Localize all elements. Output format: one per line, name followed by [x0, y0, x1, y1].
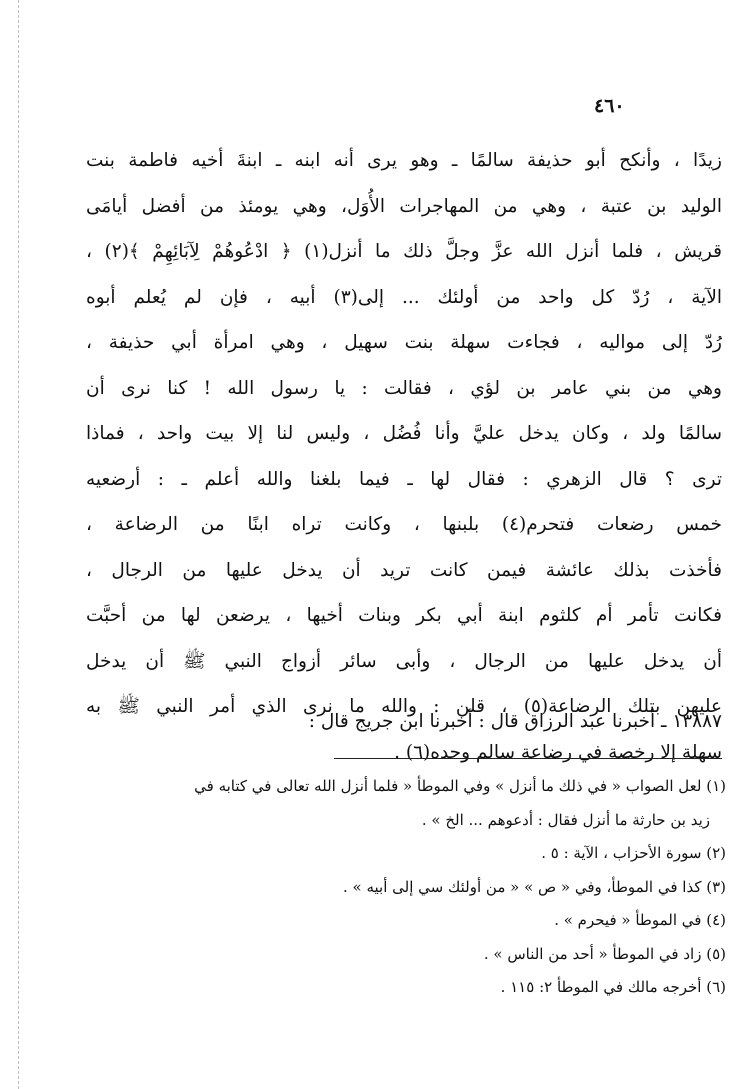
page-margin-rule: [18, 0, 19, 1089]
text-line: سالمًا ولد ، وكان يدخل عليَّ وأنا فُضُل ، وليس لنا إلا بيت واحد ، فماذا: [86, 423, 722, 444]
text-line: وهي من بني عامر بن لؤي ، فقالت : يا رسول الله ! كنا نرى أن: [86, 377, 722, 399]
text-line: عليهن بتلك الرضاعة(٥) ، قلن : والله ما نرى الذي أمر النبي ﷺ به: [86, 696, 722, 717]
footnotes: [86, 770, 726, 1005]
main-text: [86, 138, 722, 775]
text-line: سهلة إلا رخصة في رضاعة سالم وحده(٦) .: [394, 741, 722, 763]
footnote: (٤) في الموطأ « فيحرم » .: [554, 911, 726, 929]
text-line: أن يدخل عليها من الرجال ، وأبى سائر أزواج النبي ﷺ أن يدخل: [86, 650, 722, 672]
page-number: ٤٦٠: [594, 95, 625, 117]
footnote-continuation: زيد بن حارثة ما أنزل فقال : أدعوهم ... الخ » .: [421, 810, 710, 829]
text-line: فكانت تأمر أم كلثوم ابنة أبي بكر وبنات أخيها ، يرضعن لها من أحبَّت: [86, 605, 722, 626]
text-line: زيدًا ، وأنكح أبو حذيفة سالمًا ـ وهو يرى أنه ابنه ـ ابنةَ أخيه فاطمة بنت: [86, 150, 722, 171]
text-line: خمس رضعات فتحرم(٤) بلبنها ، وكانت تراه ابنًا من الرضاعة ،: [86, 514, 722, 535]
text-line: الآية ، رُدّ كل واحد من أولئك ... إلى(٣) أبيه ، فإن لم يُعلم أبوه: [86, 286, 722, 308]
footnote: (٦) أخرجه مالك في الموطأ ٢: ١١٥ .: [500, 978, 726, 996]
hadith-heading: ١٣٨٨٧ ـ أخبرنا عبد الرزاق قال : أخبرنا ابن جريج قال :: [308, 711, 722, 732]
text-line: قريش ، فلما أنزل الله عزَّ وجلَّ ذلك ما أنزل(١) ﴿ ادْعُوهُمْ لِآبَائِهِمْ ﴾(٢) ،: [86, 241, 722, 262]
footnote: (٢) سورة الأحزاب ، الآية : ٥ .: [541, 844, 726, 862]
text-line: ترى ؟ قال الزهري : فقال لها ـ فيما بلغنا والله أعلم ـ : أرضعيه: [86, 468, 722, 490]
footnote-separator: [334, 758, 722, 759]
text-line: الوليد بن عتبة ، وهي من المهاجرات الأُوَل، وهي يومئذ من أفضل أيامَى: [86, 195, 722, 217]
footnote: (٣) كذا في الموطأ، وفي « ص » « من أولئك سي إلى أبيه » .: [342, 877, 726, 896]
text-line: رُدّ إلى مواليه ، فجاءت سهلة بنت سهيل ، وهي امرأة أبي حذيفة ،: [86, 332, 722, 353]
footnote: (١) لعل الصواب « في ذلك ما أنزل » وفي الموطأ « فلما أنزل الله تعالى في كتابه في: [194, 777, 726, 795]
footnote: (٥) زاد في الموطأ « أحد من الناس » .: [483, 944, 726, 963]
text-line: فأخذت بذلك عائشة فيمن كانت تريد أن يدخل عليها من الرجال ،: [86, 559, 722, 581]
